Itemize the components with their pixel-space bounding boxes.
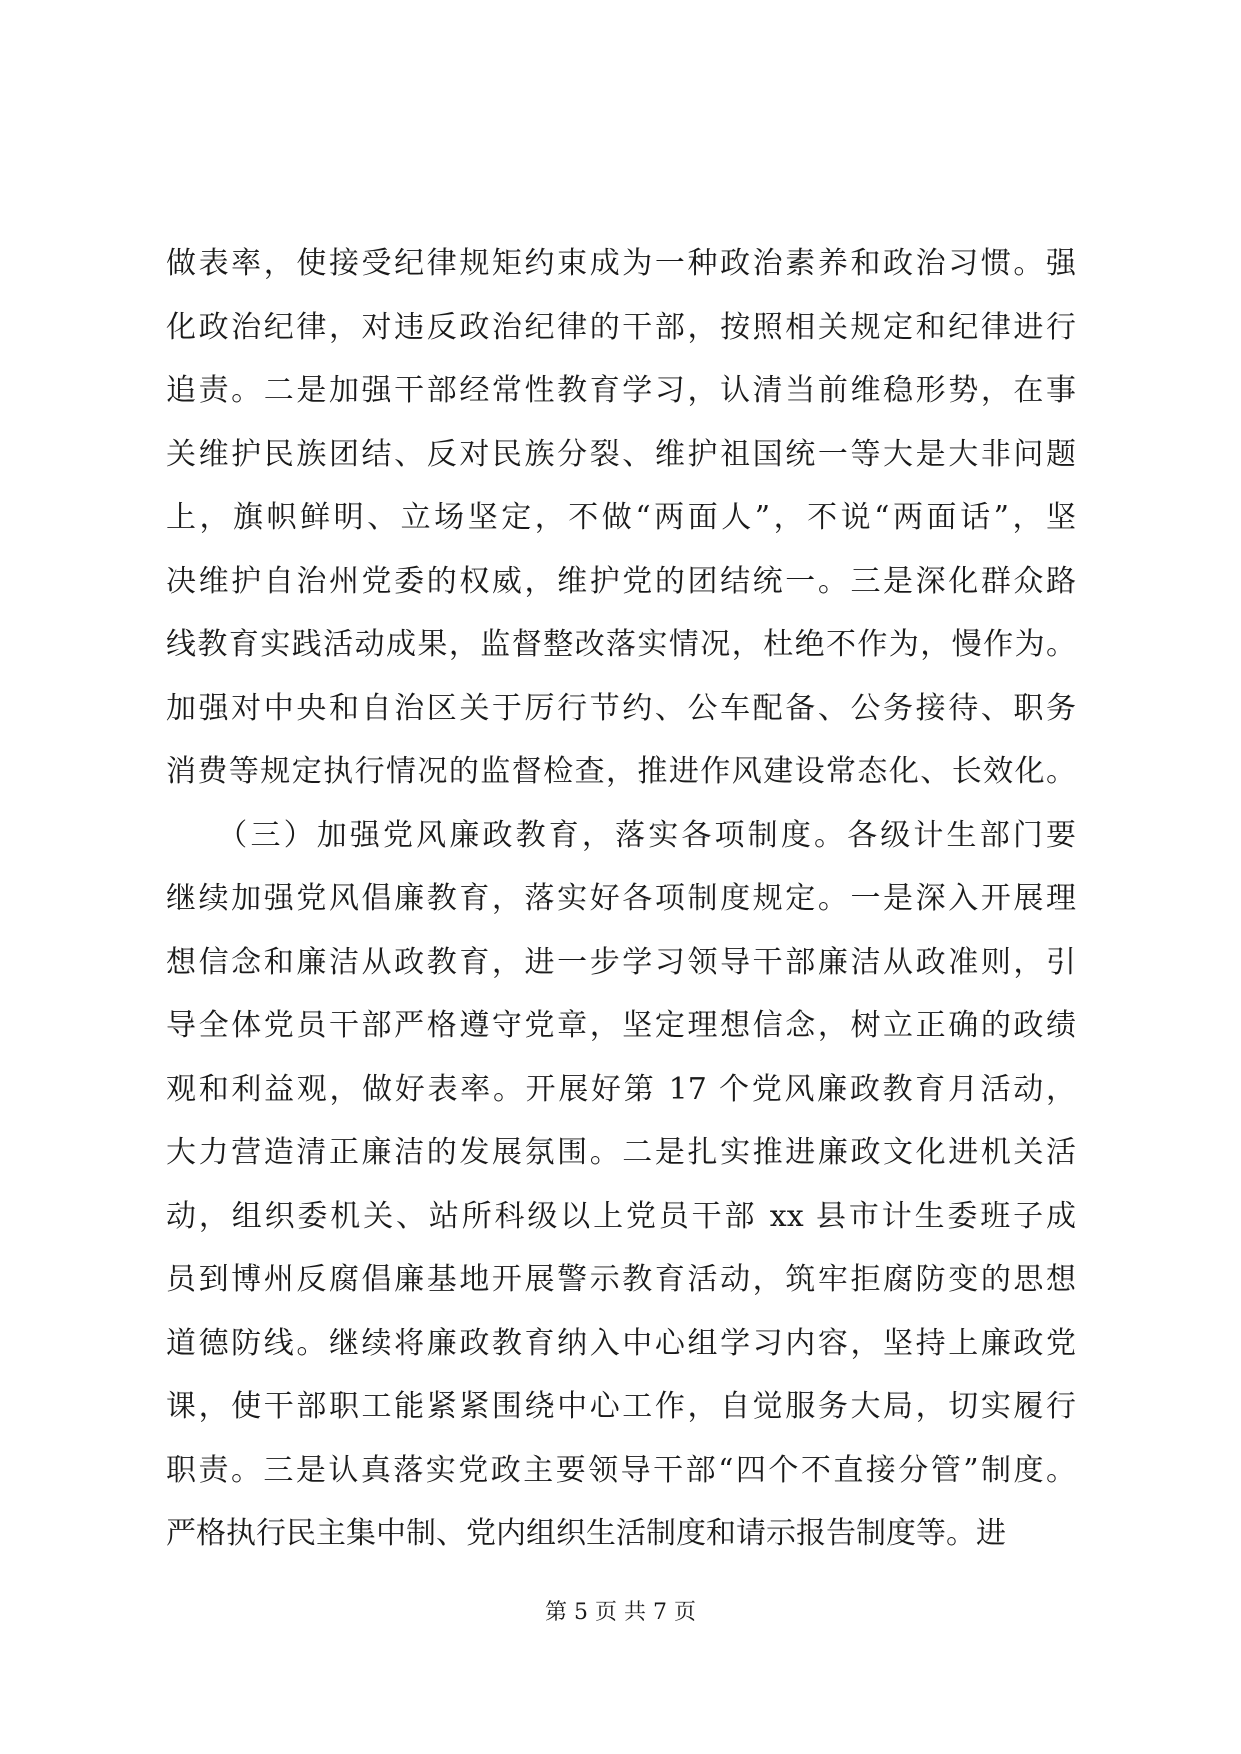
text-line: 决维护自治州党委的权威，维护党的团结统一。三是深化群众路	[166, 563, 1076, 599]
text-line: 观和利益观，做好表率。开展好第 17 个党风廉政教育月活动，	[166, 1071, 1076, 1107]
text-line: 道德防线。继续将廉政教育纳入中心组学习内容，坚持上廉政党	[166, 1325, 1076, 1361]
body-text	[166, 232, 1076, 1566]
text-line: 大力营造清正廉洁的发展氛围。二是扎实推进廉政文化进机关活	[166, 1135, 1076, 1170]
text-line: 追责。二是加强干部经常性教育学习，认清当前维稳形势，在事	[166, 373, 1076, 408]
text-line: 线教育实践活动成果，监督整改落实情况，杜绝不作为，慢作为。	[166, 627, 1076, 662]
text-line: 员到博州反腐倡廉基地开展警示教育活动，筑牢拒腐防变的思想	[166, 1262, 1076, 1297]
text-line: 关维护民族团结、反对民族分裂、维护祖国统一等大是大非问题	[166, 436, 1076, 472]
text-line: 导全体党员干部严格遵守党章，坚定理想信念，树立正确的政绩	[166, 1008, 1076, 1043]
text-line: （三）加强党风廉政教育，落实各项制度。各级计生部门要	[166, 817, 1076, 853]
text-line: 继续加强党风倡廉教育，落实好各项制度规定。一是深入开展理	[166, 881, 1076, 916]
text-line: 动，组织委机关、站所科级以上党员干部 xx 县市计生委班子成	[166, 1198, 1076, 1234]
text-line: 做表率，使接受纪律规矩约束成为一种政治素养和政治习惯。强	[166, 246, 1076, 281]
text-line: 化政治纪律，对违反政治纪律的干部，按照相关规定和纪律进行	[166, 309, 1076, 345]
text-line: 消费等规定执行情况的监督检查，推进作风建设常态化、长效化。	[166, 754, 1076, 789]
text-line: 想信念和廉洁从政教育，进一步学习领导干部廉洁从政准则，引	[166, 944, 1076, 980]
text-line: 职责。三是认真落实党政主要领导干部“四个不直接分管”制度。	[166, 1452, 1076, 1488]
page-footer: 第 5 页 共 7 页	[545, 1600, 696, 1625]
text-line: 课，使干部职工能紧紧围绕中心工作，自觉服务大局，切实履行	[166, 1389, 1076, 1424]
text-line: 加强对中央和自治区关于厉行节约、公车配备、公务接待、职务	[166, 690, 1076, 726]
text-line: 严格执行民主集中制、党内组织生活制度和请示报告制度等。进	[166, 1516, 1006, 1551]
text-line: 上，旗帜鲜明、立场坚定，不做“两面人”，不说“两面话”，坚	[166, 500, 1076, 535]
